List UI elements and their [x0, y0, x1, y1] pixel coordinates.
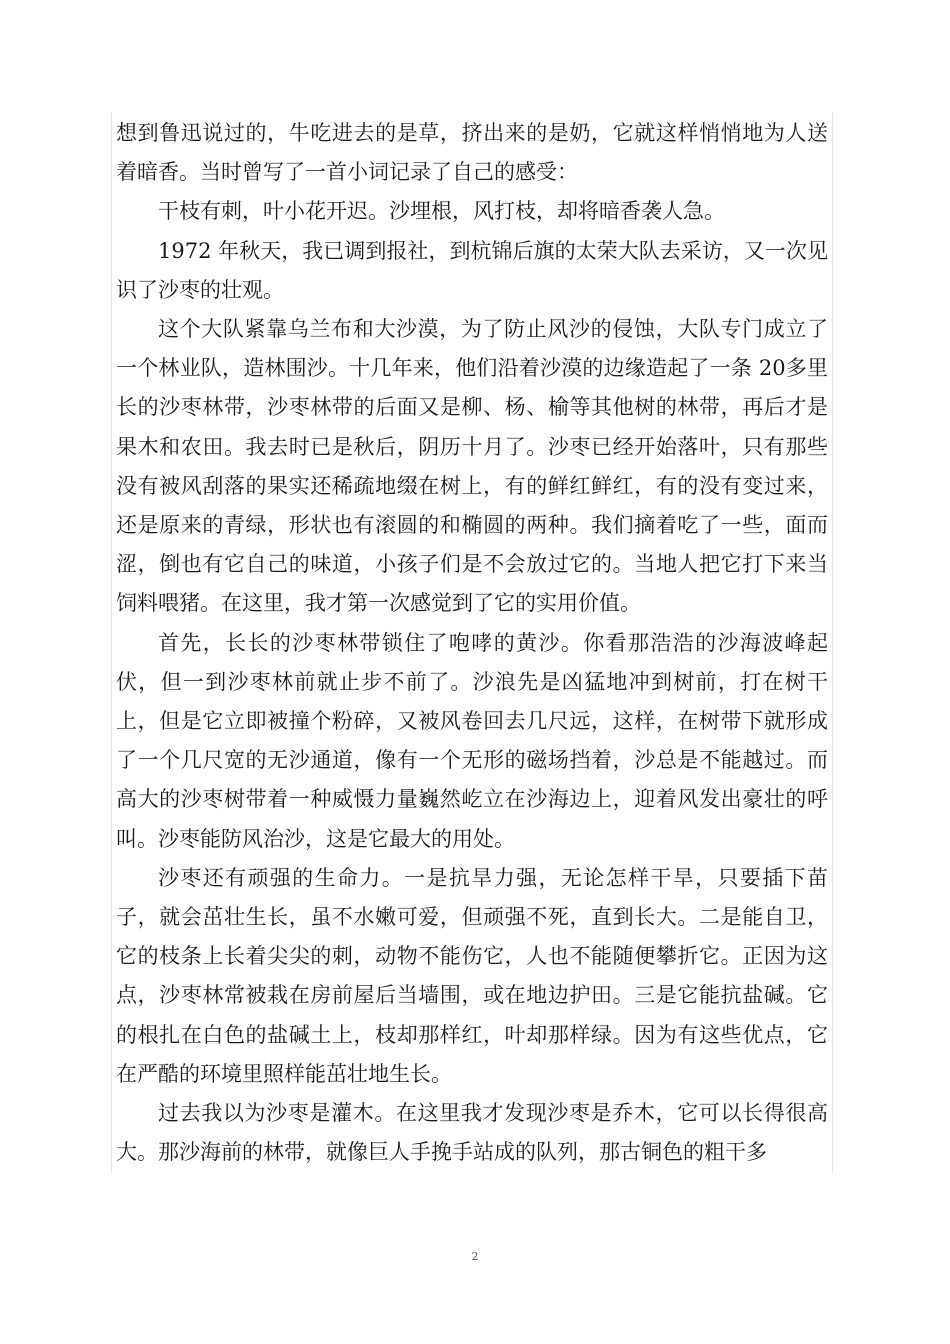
paragraph: 1972 年秋天，我已调到报社，到杭锦后旗的太荣大队去采访，又一次见识了沙枣的壮观。 [116, 238, 828, 302]
paragraph: 想到鲁迅说过的，牛吃进去的是草，挤出来的是奶，它就这样悄悄地为人送着暗香。当时曾写了一首小词记录了自己的感受： [116, 121, 828, 185]
paragraph: 过去我以为沙枣是灌木。在这里我才发现沙枣是乔木，它可以长得很高大。那沙海前的林带，就像巨人手挽手站成的队列，那古铜色的粗干多 [116, 1101, 828, 1165]
paragraph: 首先，长长的沙枣林带锁住了咆哮的黄沙。你看那浩浩的沙海波峰起伏，但一到沙枣林前就止步不前了。沙浪先是凶猛地冲到树前，打在树干上，但是它立即被撞个粉碎，又被风卷回去几尺远，这样，在树带下就形成了一个几尺宽的无沙通道，像有一个无形的磁场挡着，沙总是不能越过。而高大的沙枣树带着一种威慑力量巍然屹立在沙海边上，迎着风发出豪壮的呼叫。沙枣能防风治沙，这是它最大的用处。 [116, 630, 828, 851]
body-text [111, 112, 833, 1174]
page-number: 2 [471, 1250, 479, 1263]
paragraph: 这个大队紧靠乌兰布和大沙漠，为了防止风沙的侵蚀，大队专门成立了一个林业队，造林围沙。十几年来，他们沿着沙漠的边缘造起了一条 20多里长的沙枣林带，沙枣林带的后面又是柳、杨、榆等其他树的林带，再后才是果木和农田。我去时已是秋后，阴历十月了。沙枣已经开始落叶，只有那些没有被风刮落的果实还稀疏地缀在树上，有的鲜红鲜红，有的没有变过来，还是原来的青绿，形状也有滚圆的和椭圆的两种。我们摘着吃了一些，面而涩，倒也有它自己的味道，小孩子们是不会放过它的。当地人把它打下来当饲料喂猪。在这里，我才第一次感觉到了它的实用价值。 [116, 317, 828, 616]
paragraph: 沙枣还有顽强的生命力。一是抗旱力强，无论怎样干旱，只要插下苗子，就会茁壮生长，虽不水嫩可爱，但顽强不死，直到长大。二是能自卫，它的枝条上长着尖尖的刺，动物不能伤它，人也不能随便攀折它。正因为这点，沙枣林常被栽在房前屋后当墙围，或在地边护田。三是它能抗盐碱。它的根扎在白色的盐碱土上，枝却那样红，叶却那样绿。因为有这些优点，它在严酷的环境里照样能茁壮地生长。 [116, 865, 828, 1086]
paragraph: 干枝有刺，叶小花开迟。沙埋根，风打枝，却将暗香袭人急。 [158, 199, 725, 224]
